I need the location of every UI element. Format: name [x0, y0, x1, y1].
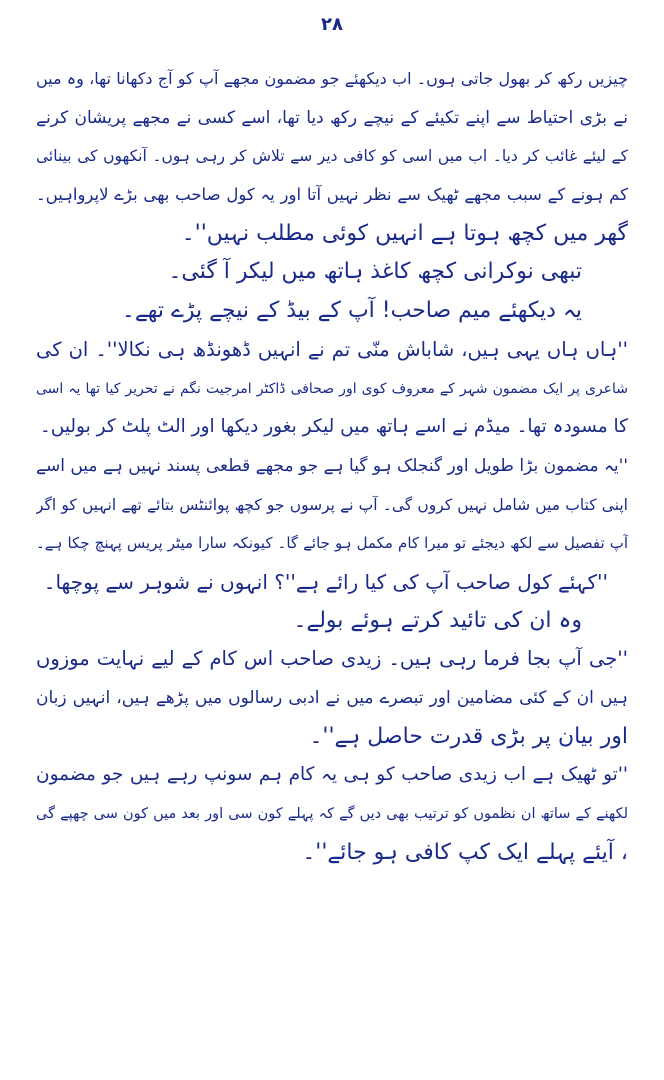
text-line: آپ تفصیل سے لکھ دیجئے تو میرا کام مکمل ہو جائے گا۔ کیونکہ سارا میٹر پریس پہنچ چکا ہے۔	[36, 534, 628, 553]
text-line: لکھنے کے ساتھ ان نظموں کو ترتیب بھی دیں گے کہ پہلے کون سی اور بعد میں کون سی چھپے گی	[36, 806, 628, 823]
text-line: گھر میں کچھ ہوتا ہے انہیں کوئی مطلب نہیں''۔	[181, 220, 628, 246]
text-line: کا مسودہ تھا۔ میڈم نے اسے ہاتھ میں لیکر بغور دیکھا اور الٹ پلٹ کر بولیں۔	[39, 416, 628, 438]
text-line: نے بڑی احتیاط سے اپنے تکیئے کے نیچے رکھ دیا تھا، اسے کسی نے مجھے پریشان کرنے	[36, 107, 628, 128]
text-line: اور بیان پر بڑی قدرت حاصل ہے''۔	[309, 723, 628, 749]
text-line: وہ ان کی تائید کرتے ہوئے بولے۔	[293, 607, 582, 633]
text-line: ''تو ٹھیک ہے اب زیدی صاحب کو ہی یہ کام ہم سونپ رہے ہیں جو مضمون	[36, 764, 628, 786]
page-number: ۲۸	[321, 14, 343, 35]
text-line: ، آیئے پہلے ایک کپ کافی ہو جائے''۔	[302, 839, 628, 865]
text-line: اپنی کتاب میں شامل نہیں کروں گی۔ آپ نے پرسوں جو کچھ پوائنٹس بتائے تھے انہیں کو اگر	[36, 495, 628, 514]
body-text	[36, 60, 628, 872]
text-line: ہیں ان کے کئی مضامین اور تبصرے میں نے ادبی رسالوں میں پڑھے ہیں، انہیں زبان	[36, 688, 628, 708]
text-line: ''یہ مضمون بڑا طویل اور گنجلک ہو گیا ہے جو مجھے قطعی پسند نہیں ہے میں اسے	[36, 455, 628, 476]
text-line: تبھی نوکرانی کچھ کاغذ ہاتھ میں لیکر آ گئی۔	[168, 259, 582, 285]
text-line: ''جی آپ بجا فرما رہی ہیں۔ زیدی صاحب اس کام کے لیے نہایت موزوں	[36, 647, 628, 671]
text-line: ''ہاں ہاں یہی ہیں، شاباش منّی تم نے انہیں ڈھونڈھ ہی نکالا''۔ ان کی	[36, 337, 628, 361]
text-line: ''کہئے کول صاحب آپ کی کیا رائے ہے''؟ انہوں نے شوہر سے پوچھا۔	[43, 569, 608, 594]
text-line: کم ہونے کے سبب مجھے ٹھیک سے نظر نہیں آتا اور یہ کول صاحب بھی بڑے لاپرواہیں۔	[36, 185, 628, 205]
text-line: چیزیں رکھ کر بھول جاتی ہوں۔ اب دیکھئے جو مضمون مجھے آپ کو آج دکھانا تھا، وہ میں	[36, 69, 628, 88]
text-line: کے لیئے غائب کر دیا۔ اب میں اسی کو کافی دیر سے تلاش کر رہی ہوں۔ آنکھوں کی بینائی	[36, 147, 628, 166]
text-line: یہ دیکھئے میم صاحب! آپ کے بیڈ کے نیچے پڑے تھے۔	[121, 298, 582, 324]
text-line: شاعری پر ایک مضمون شہر کے معروف کوی اور صحافی ڈاکٹر امرجیت نگم نے تحریر کیا تھا یہ اسی	[36, 380, 628, 397]
